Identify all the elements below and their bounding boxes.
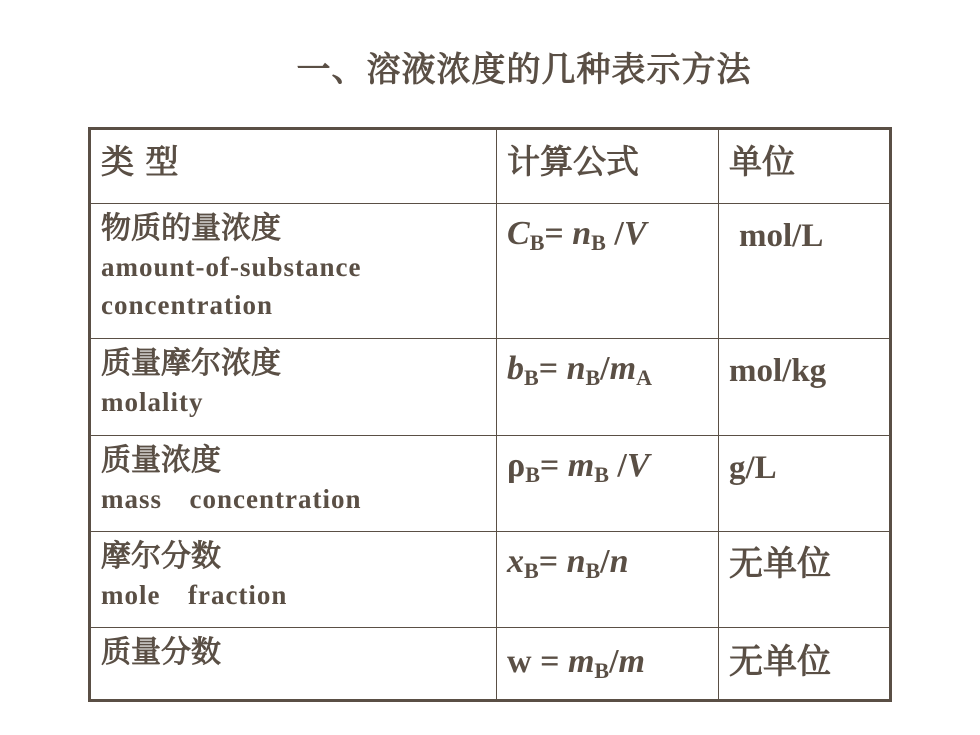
type-name-en: molality (101, 387, 204, 417)
type-cell (90, 339, 497, 436)
type-name-cn: 质量分数 (101, 635, 221, 670)
concentration-table (88, 127, 892, 702)
table-row (90, 532, 891, 628)
page-title: 一、溶液浓度的几种表示方法 (296, 50, 752, 90)
formula-cell (497, 339, 719, 436)
type-cell (90, 436, 497, 532)
formula-cell (497, 628, 719, 701)
unit-value: mol/L (739, 218, 824, 254)
type-name-en: mole fraction (101, 580, 288, 610)
formula: $\rho_B= m_B$ /V (507, 447, 650, 487)
formula-cell (497, 204, 719, 339)
type-name-cn: 摩尔分数 (101, 539, 221, 574)
table-header-row (90, 129, 891, 204)
table-row (90, 628, 891, 701)
header-cell-formula (497, 129, 719, 204)
header-cell-unit (719, 129, 891, 204)
header-formula-label: 计算公式 (507, 142, 639, 181)
header-cell-type (90, 129, 497, 204)
type-name-en: concentration (101, 290, 273, 320)
table-row (90, 436, 891, 532)
formula-cell (497, 532, 719, 628)
type-name-cn: 质量摩尔浓度 (101, 346, 281, 381)
type-cell (90, 204, 497, 339)
type-name-en: mass concentration (101, 484, 362, 514)
unit-cell (719, 532, 891, 628)
type-name-cn: 质量浓度 (101, 443, 221, 478)
formula: $x_B= n_B/n$ (507, 543, 629, 583)
unit-value: mol/kg (729, 353, 827, 389)
unit-cell (719, 628, 891, 701)
formula: $C_B= n_B$ /V (507, 215, 647, 255)
formula-cell (497, 436, 719, 532)
unit-cell (719, 339, 891, 436)
type-cell (90, 532, 497, 628)
unit-value: g/L (729, 450, 777, 486)
unit-cell (719, 204, 891, 339)
header-unit-label: 单位 (729, 142, 795, 181)
unit-cell (719, 436, 891, 532)
type-name-cn: 物质的量浓度 (101, 211, 281, 246)
header-type-label: 类 型 (101, 142, 179, 181)
unit-value: 无单位 (729, 544, 831, 584)
formula: $w = m_B/m$ (507, 643, 645, 683)
unit-value: 无单位 (729, 642, 831, 682)
table-row (90, 339, 891, 436)
table-row (90, 204, 891, 339)
type-cell (90, 628, 497, 701)
type-name-en: amount-of-substance (101, 252, 362, 282)
formula: $b_B= n_B/m_A$ (507, 350, 652, 390)
